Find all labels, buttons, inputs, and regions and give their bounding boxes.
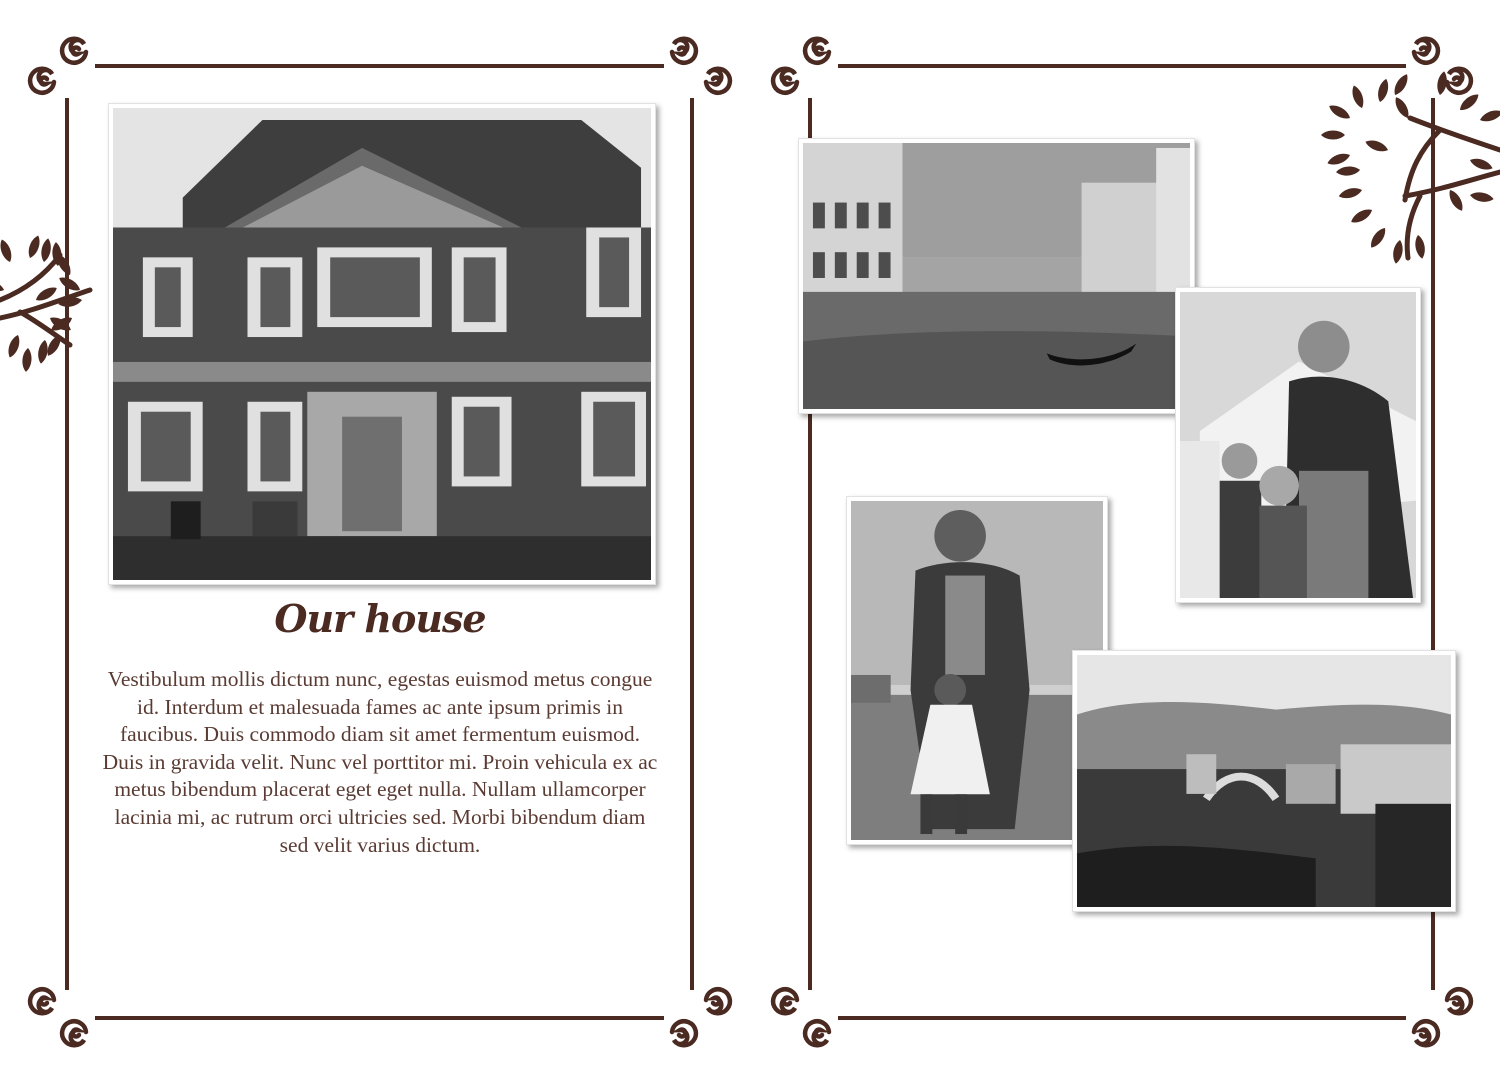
house-photo bbox=[108, 103, 656, 585]
bridge-town-photo bbox=[1072, 650, 1456, 912]
family-photo bbox=[1175, 287, 1421, 603]
canal-photo bbox=[798, 138, 1195, 414]
page-title: Our house bbox=[274, 596, 486, 641]
tree-branch-icon bbox=[0, 234, 90, 372]
page-body-text: Vestibulum mollis dictum nunc, egestas euismod metus congue id. Interdum et malesuada fames ac ante ipsum primis in faucibus. Duis commodo diam sit amet fermentum euismod. Duis in gravida velit. Nunc vel porttitor mi. Proin vehicula ex ac metus bibendum placerat eget eget nulla. Nullam ullamcorper lacinia mi, ac rutrum orci ultricies sed. Morbi bibendum diam sed velit varius dictum. bbox=[102, 667, 658, 857]
father-daughter-photo bbox=[846, 496, 1108, 845]
tree-branch-icon bbox=[1321, 71, 1500, 265]
